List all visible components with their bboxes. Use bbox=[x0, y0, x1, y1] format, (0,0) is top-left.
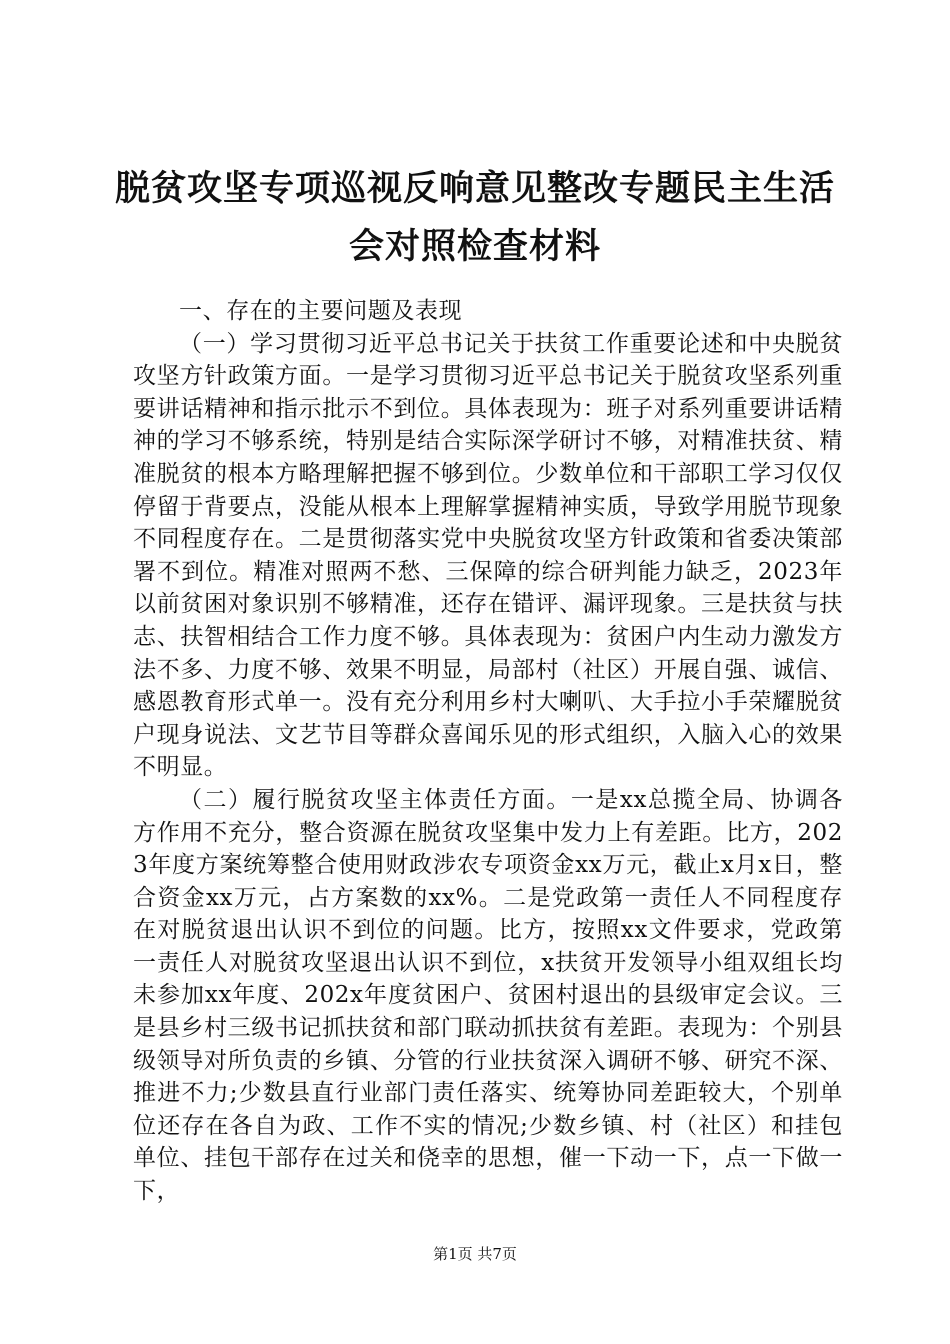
section-heading: 一、存在的主要问题及表现 bbox=[179, 298, 463, 324]
paragraph: （一）学习贯彻习近平总书记关于扶贫工作重要论述和中央脱贫攻坚方针政策方面。一是学习贯彻习近平总书记关于脱贫攻坚系列重要讲话精神和指示批示不到位。具体表现为：班子对系列重要讲话精神的学习不够系统，特别是结合实际深学研讨不够，对精准扶贫、精准脱贫的根本方略理解把握不够到位。少数单位和干部职工学习仅仅停留于背要点，没能从根本上理解掌握精神实质，导致学用脱节现象不同程度存在。二是贯彻落实党中央脱贫攻坚方针政策和省委决策部署不到位。精准对照两不愁、三保障的综合研判能力缺乏，2023年以前贫困对象识别不够精准，还存在错评、漏评现象。三是扶贫与扶志、扶智相结合工作力度不够。具体表现为：贫困户内生动力激发方法不多、力度不够、效果不明显，局部村（社区）开展自强、诚信、感恩教育形式单一。没有充分利用乡村大喇叭、大手拉小手荣耀脱贫户现身说法、文艺节目等群众喜闻乐见的形式组织，入脑入心的效果不明显。 bbox=[133, 330, 843, 781]
document-title: 脱贫攻坚专项巡视反响意见整改专题民主生活会对照检查材料 bbox=[114, 169, 835, 267]
page-number-footer: 第1页 共7页 bbox=[433, 1245, 517, 1263]
paragraph: （二）履行脱贫攻坚主体责任方面。一是xx总揽全局、协调各方作用不充分，整合资源在脱贫攻坚集中发力上有差距。比方，2023年度方案统筹整合使用财政涉农专项资金xx万元，截止x月x日，整合资金xx万元，占方案数的xx%。二是党政第一责任人不同程度存在对脱贫退出认识不到位的问题。比方，按照xx文件要求，党政第一责任人对脱贫攻坚退出认识不到位，x扶贫开发领导小组双组长均未参加xx年度、202x年度贫困户、贫困村退出的县级审定会议。三是县乡村三级书记抓扶贫和部门联动抓扶贫有差距。表现为：个别县级领导对所负责的乡镇、分管的行业扶贫深入调研不够、研究不深、推进不力;少数县直行业部门责任落实、统筹协同差距较大，个别单位还存在各自为政、工作不实的情况;少数乡镇、村（社区）和挂包单位、挂包干部存在过关和侥幸的思想，催一下动一下，点一下做一下， bbox=[133, 786, 843, 1205]
document-body bbox=[133, 295, 843, 1208]
